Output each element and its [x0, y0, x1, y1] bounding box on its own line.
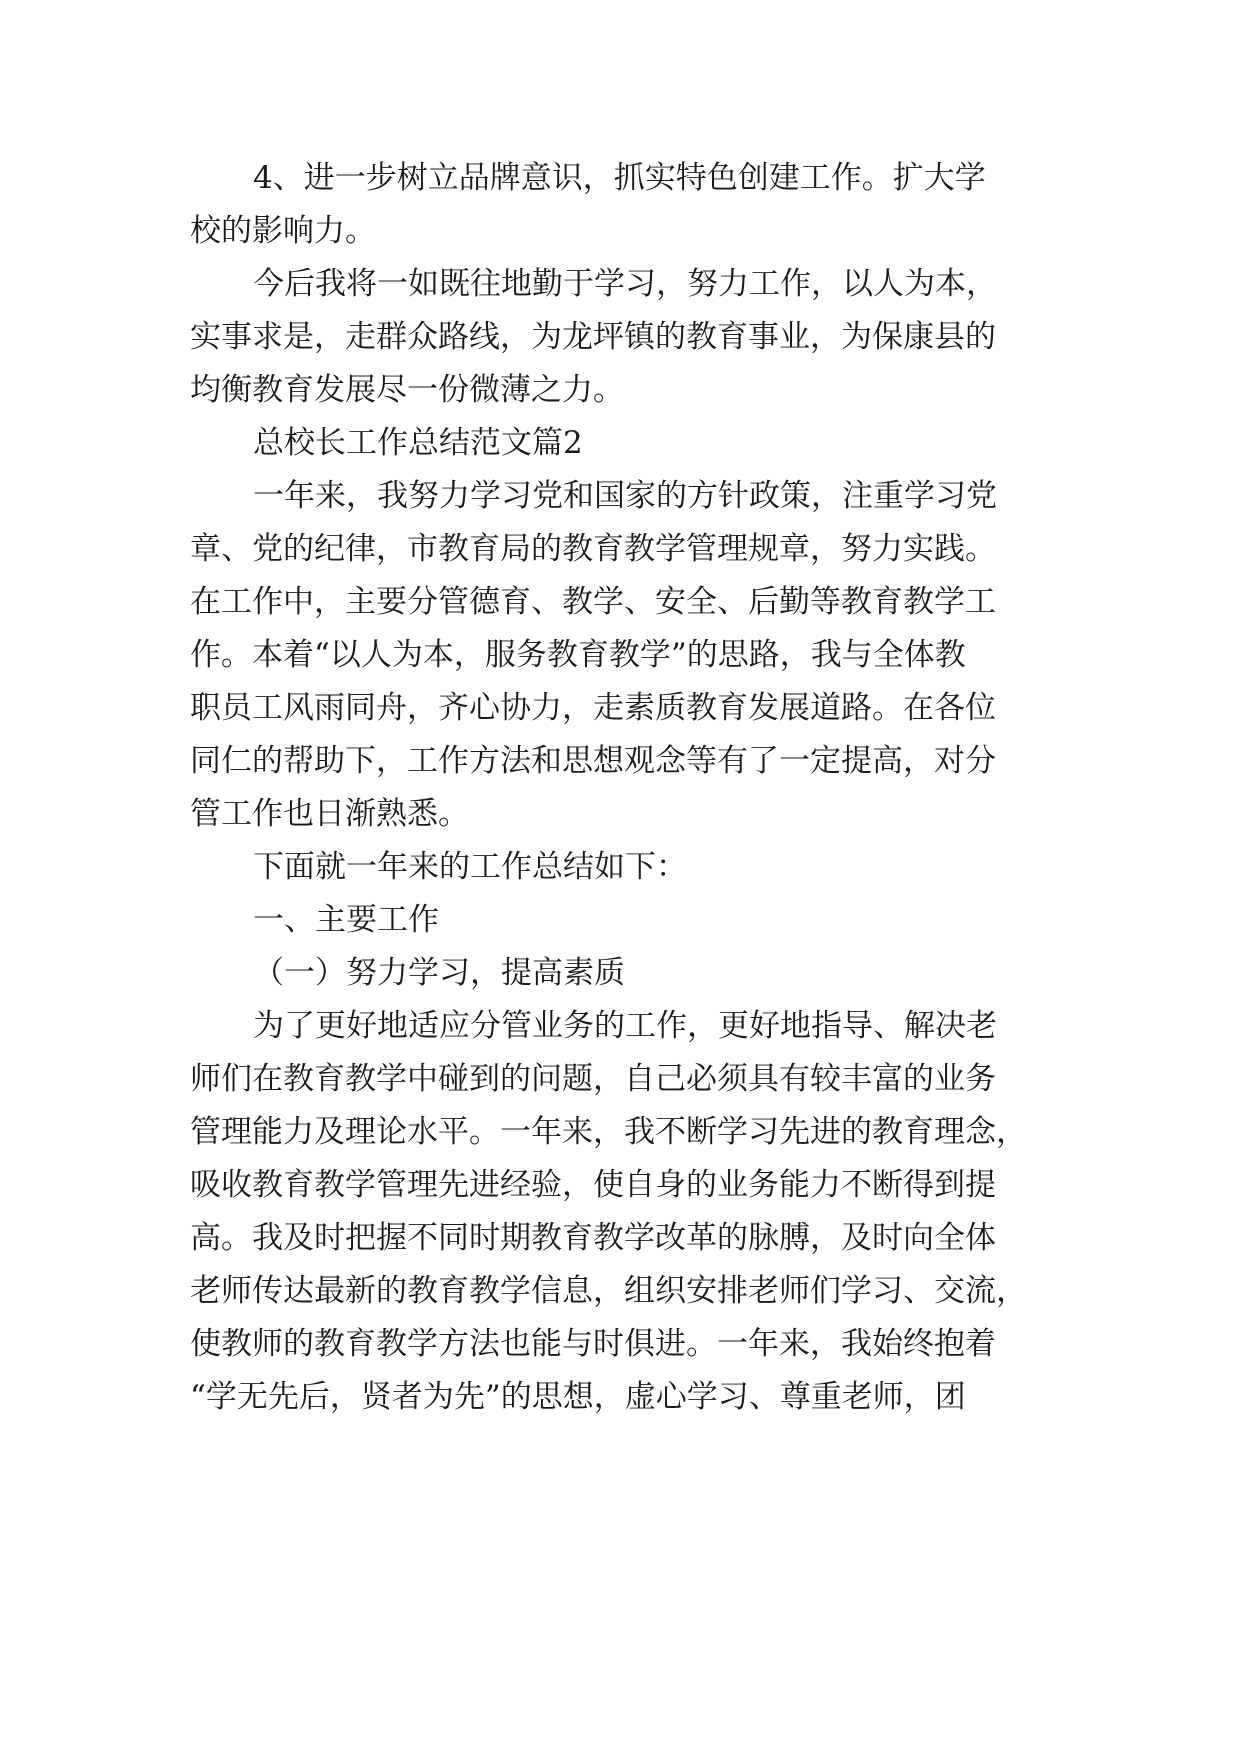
text-line: 均衡教育发展尽一份微薄之力。	[190, 372, 624, 408]
text-line: 实事求是，走群众路线，为龙坪镇的教育事业，为保康县的	[190, 319, 996, 355]
text-line: 章、党的纪律，市教育局的教育教学管理规章，努力实践。	[190, 531, 996, 567]
text-line: 吸收教育教学管理先进经验，使自身的业务能力不断得到提	[190, 1167, 996, 1203]
text-line: 4、进一步树立品牌意识，抓实特色创建工作。扩大学	[253, 160, 986, 196]
text-line: 校的影响力。	[190, 213, 376, 249]
text-line: 在工作中，主要分管德育、教学、安全、后勤等教育教学工	[190, 584, 996, 620]
text-line: 使教师的教育教学方法也能与时俱进。一年来，我始终抱着	[190, 1326, 996, 1362]
text-line: 老师传达最新的教育教学信息，组织安排老师们学习、交流，	[190, 1273, 1027, 1309]
text-line: 同仁的帮助下，工作方法和思想观念等有了一定提高，对分	[190, 743, 996, 779]
section-heading: 一、主要工作	[253, 902, 439, 938]
text-line: 师们在教育教学中碰到的问题，自己必须具有较丰富的业务	[190, 1061, 996, 1097]
text-line: 管理能力及理论水平。一年来，我不断学习先进的教育理念，	[190, 1114, 1027, 1150]
section-heading: 总校长工作总结范文篇2	[253, 425, 583, 461]
text-line: 高。我及时把握不同时期教育教学改革的脉膊，及时向全体	[190, 1220, 996, 1256]
text-line: 作。本着“以人为本，服务教育教学”的思路，我与全体教	[190, 637, 966, 673]
text-line: 下面就一年来的工作总结如下：	[253, 849, 687, 885]
text-line: 今后我将一如既往地勤于学习，努力工作，以人为本，	[253, 266, 997, 302]
text-line: “学无先后，贤者为先”的思想，虚心学习、尊重老师，团	[190, 1379, 966, 1415]
text-line: 职员工风雨同舟，齐心协力，走素质教育发展道路。在各位	[190, 690, 996, 726]
text-line: 为了更好地适应分管业务的工作，更好地指导、解决老	[253, 1008, 997, 1044]
text-line: 一年来，我努力学习党和国家的方针政策，注重学习党	[253, 478, 997, 514]
text-line: 管工作也日渐熟悉。	[190, 796, 469, 832]
subsection-heading: （一）努力学习，提高素质	[253, 955, 625, 991]
